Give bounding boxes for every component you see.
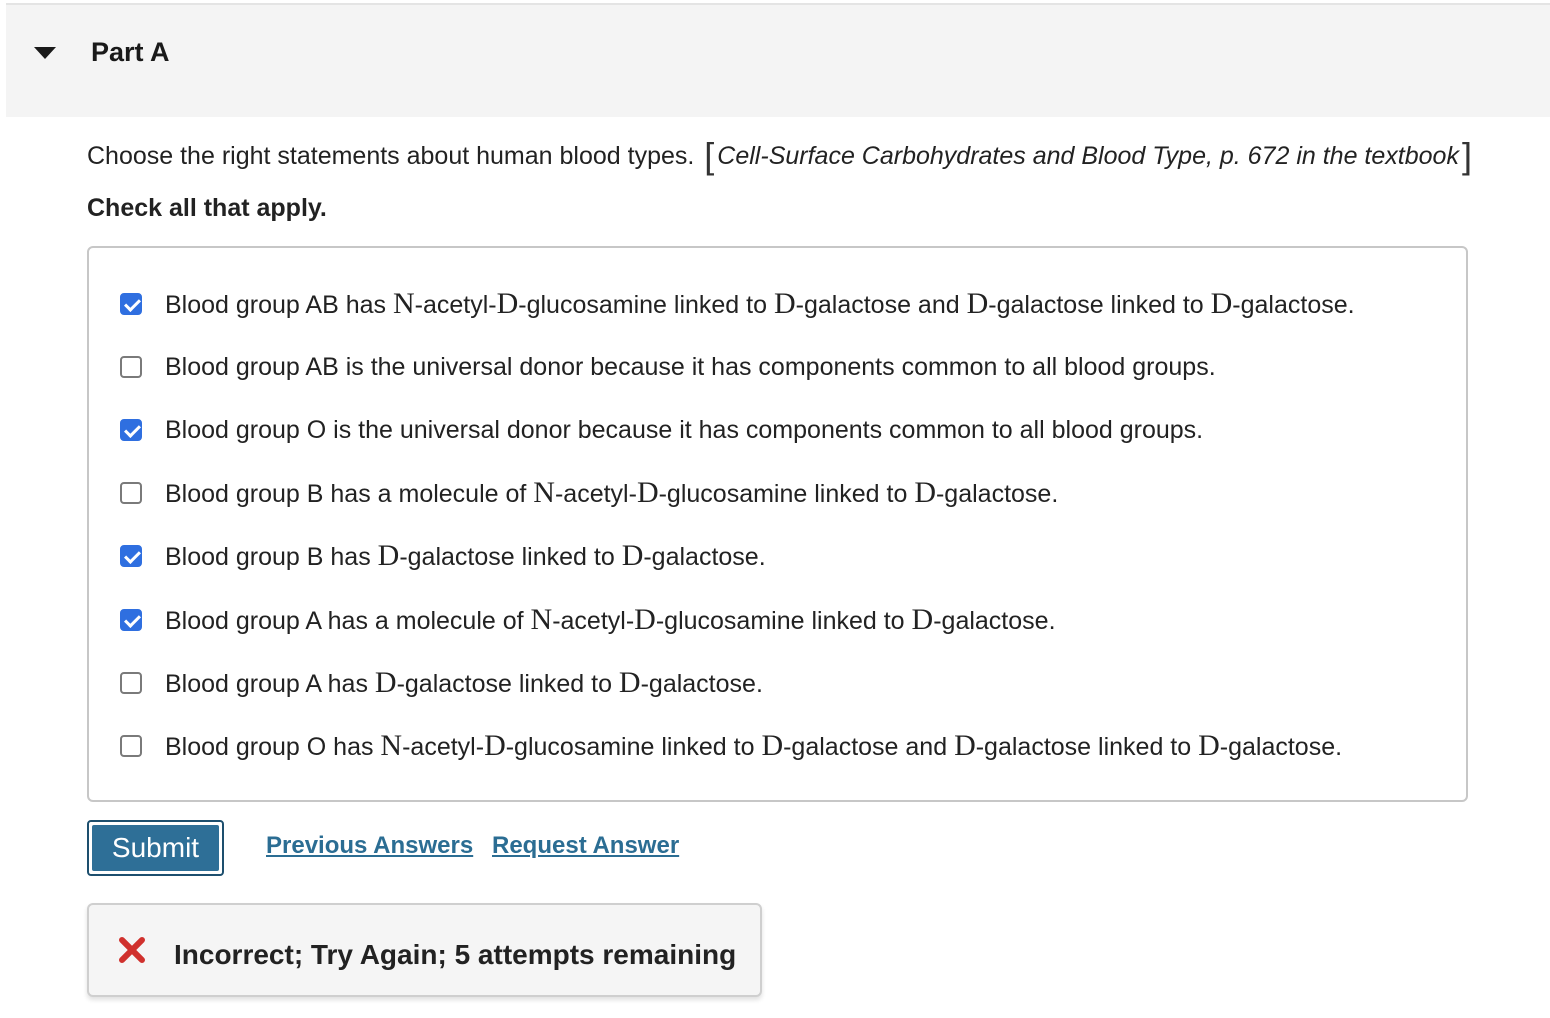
answer-options	[87, 246, 1468, 802]
option-label	[165, 416, 1203, 445]
option-row[interactable]	[120, 600, 1056, 640]
reference-open-bracket: [	[704, 135, 715, 176]
math-symbol: D	[618, 666, 641, 699]
question-prompt: Choose the right statements about human blood types.	[87, 142, 695, 170]
request-answer-link[interactable]: Request Answer	[492, 832, 680, 859]
checkbox-checked[interactable]	[120, 545, 142, 567]
option-row[interactable]	[120, 536, 766, 576]
option-text-segment: -galactose and	[795, 291, 967, 319]
option-text-segment: -acetyl-	[552, 607, 635, 635]
math-symbol: D	[1210, 287, 1233, 320]
option-text-segment: -galactose.	[643, 543, 766, 571]
math-symbol: D	[773, 287, 796, 320]
math-symbol: D	[914, 476, 936, 509]
option-row[interactable]	[120, 347, 1216, 387]
option-text-segment: Blood group AB is the universal donor because it has components common to all blood groups.	[165, 352, 1216, 381]
feedback-banner	[87, 903, 762, 997]
option-text-segment: -galactose.	[933, 607, 1056, 635]
math-symbol: N	[392, 287, 415, 320]
instruction: Check all that apply.	[87, 194, 327, 222]
option-text-segment: -galactose and	[783, 733, 955, 761]
checkbox-checked[interactable]	[120, 609, 142, 631]
option-text-segment: -acetyl-	[414, 291, 497, 319]
option-text-segment: -glucosamine linked to	[658, 480, 915, 508]
option-row[interactable]	[120, 284, 1355, 324]
math-symbol: D	[911, 603, 934, 636]
option-label	[165, 353, 1216, 382]
option-text-segment: -galactose.	[1232, 291, 1355, 319]
reference-page: , p. 672 in the textbook	[1205, 142, 1459, 170]
option-label	[165, 666, 763, 700]
math-symbol: D	[966, 287, 989, 320]
part-title: Part A	[91, 37, 170, 67]
option-row[interactable]	[120, 726, 1342, 766]
option-text-segment: Blood group B has	[165, 543, 378, 571]
math-symbol: D	[954, 729, 976, 762]
option-label	[165, 729, 1342, 763]
checkbox-checked[interactable]	[120, 419, 142, 441]
math-symbol: D	[374, 666, 397, 699]
option-label	[165, 539, 766, 573]
caret-down-icon[interactable]	[34, 47, 56, 59]
checkbox-checked[interactable]	[120, 293, 142, 315]
option-text-segment: -acetyl-	[402, 733, 485, 761]
math-symbol: N	[533, 476, 555, 509]
question-text	[87, 135, 1475, 176]
previous-answers-link[interactable]: Previous Answers	[266, 832, 474, 859]
checkbox-unchecked[interactable]	[120, 356, 142, 378]
option-text-segment: -glucosamine linked to	[505, 733, 762, 761]
option-text-segment: Blood group B has a molecule of	[165, 480, 534, 508]
submit-label: Submit	[92, 825, 219, 871]
option-label	[165, 287, 1355, 321]
math-symbol: D	[761, 729, 784, 762]
math-symbol: N	[380, 729, 403, 762]
checkbox-unchecked[interactable]	[120, 735, 142, 757]
option-text-segment: -acetyl-	[554, 480, 637, 508]
submit-button[interactable]	[87, 820, 224, 876]
checkbox-unchecked[interactable]	[120, 672, 142, 694]
math-symbol: N	[530, 603, 553, 636]
option-text-segment: -galactose linked to	[399, 543, 622, 571]
option-row[interactable]	[120, 410, 1203, 450]
option-text-segment: -galactose.	[1219, 733, 1343, 761]
option-label	[165, 476, 1058, 510]
option-text-segment: Blood group A has a molecule of	[165, 607, 531, 635]
math-symbol: D	[1198, 729, 1220, 762]
feedback-text: Incorrect; Try Again; 5 attempts remaining	[174, 939, 737, 970]
option-text-segment: -galactose.	[640, 670, 763, 698]
math-symbol: D	[484, 729, 506, 762]
option-text-segment: -galactose linked to	[975, 733, 1199, 761]
option-text-segment: -galactose linked to	[396, 670, 619, 698]
option-row[interactable]	[120, 473, 1058, 513]
option-text-segment: -glucosamine linked to	[655, 607, 912, 635]
reference-close-bracket: ]	[1461, 135, 1472, 176]
option-label	[165, 603, 1056, 637]
option-text-segment: -glucosamine linked to	[518, 291, 774, 319]
option-text-segment: Blood group O is the universal donor because it has components common to all blood groups.	[165, 415, 1204, 444]
option-text-segment: -galactose linked to	[988, 291, 1211, 319]
option-text-segment: -galactose.	[935, 480, 1059, 508]
part-header[interactable]	[6, 5, 1550, 117]
x-mark-icon	[117, 935, 147, 965]
math-symbol: D	[621, 539, 644, 572]
math-symbol: D	[377, 539, 400, 572]
option-text-segment: Blood group O has	[165, 733, 381, 761]
math-symbol: D	[496, 287, 519, 320]
option-text-segment: Blood group AB has	[165, 291, 393, 319]
reference-title: Cell-Surface Carbohydrates and Blood Type	[717, 142, 1206, 170]
option-row[interactable]	[120, 663, 763, 703]
checkbox-unchecked[interactable]	[120, 482, 142, 504]
math-symbol: D	[636, 476, 659, 509]
option-text-segment: Blood group A has	[165, 670, 375, 698]
math-symbol: D	[634, 603, 656, 636]
